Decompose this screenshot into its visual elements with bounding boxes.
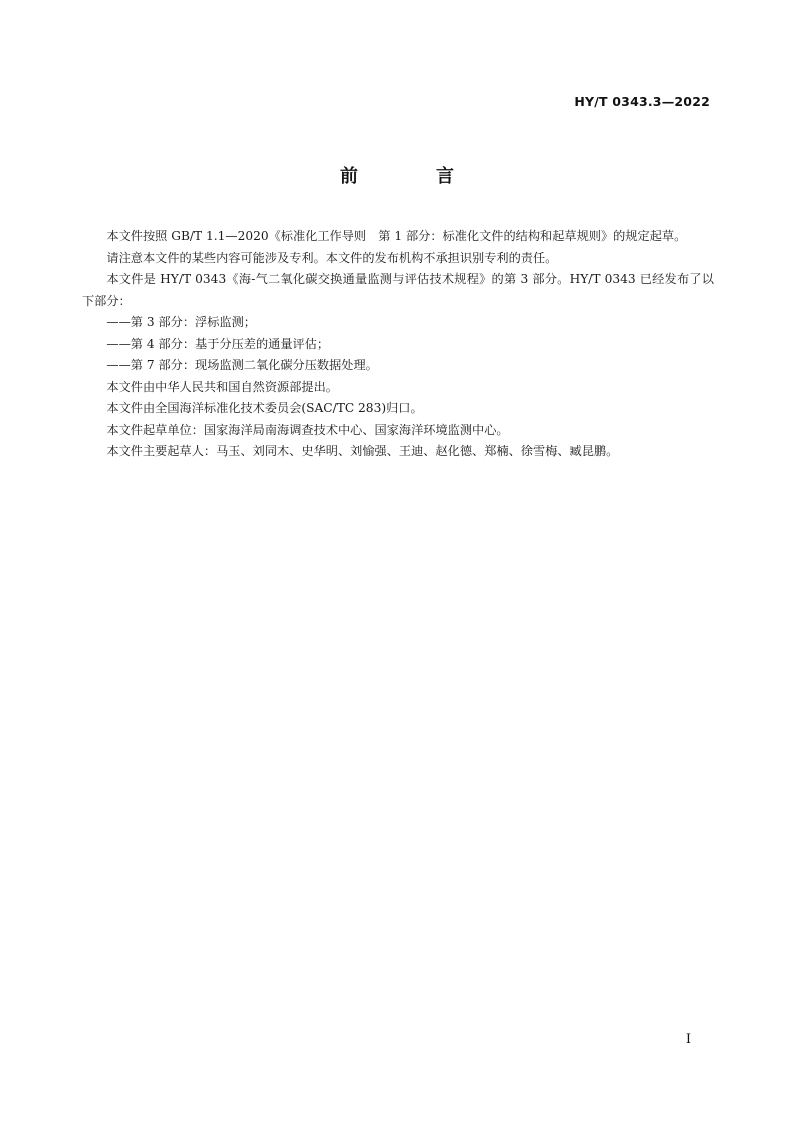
paragraph-drafting-units: 本文件起草单位：国家海洋局南海调查技术中心、国家海洋环境监测中心。 (106, 422, 509, 437)
paragraph-drafters: 本文件主要起草人：马玉、刘同木、史华明、刘愉强、王迪、赵化德、郑楠、徐雪梅、臧昆鹏。 (106, 444, 619, 458)
page-number: I (685, 1032, 691, 1047)
paragraph-patent-notice: 请注意本文件的某些内容可能涉及专利。本文件的发布机构不承担识别专利的责任。 (106, 250, 558, 265)
paragraph-proposer: 本文件由中华人民共和国自然资源部提出。 (106, 379, 338, 394)
standard-code: HY/T 0343.3—2022 (574, 94, 710, 109)
list-item-part-4: ——第 4 部分：基于分压差的通量评估； (106, 336, 330, 351)
page-title: 前 言 (340, 166, 484, 187)
list-item-part-7: ——第 7 部分：现场监测二氧化碳分压数据处理。 (106, 358, 378, 372)
paragraph-technical-committee: 本文件由全国海洋标准化技术委员会(SAC/TC 283)归口。 (106, 401, 423, 415)
list-item-part-3: ——第 3 部分：浮标监测； (106, 315, 256, 329)
paragraph-drafting-rules: 本文件按照 GB/T 1.1—2020《标准化工作导则 第 1 部分：标准化文件的结构和起草规则》的规定起草。 (106, 229, 687, 243)
document-body (82, 226, 714, 463)
paragraph-series-description: 本文件是 HY/T 0343《海-气二氧化碳交换通量监测与评估技术规程》的第 3 部分。HY/T 0343 已经发布了以下部分： (82, 272, 714, 308)
